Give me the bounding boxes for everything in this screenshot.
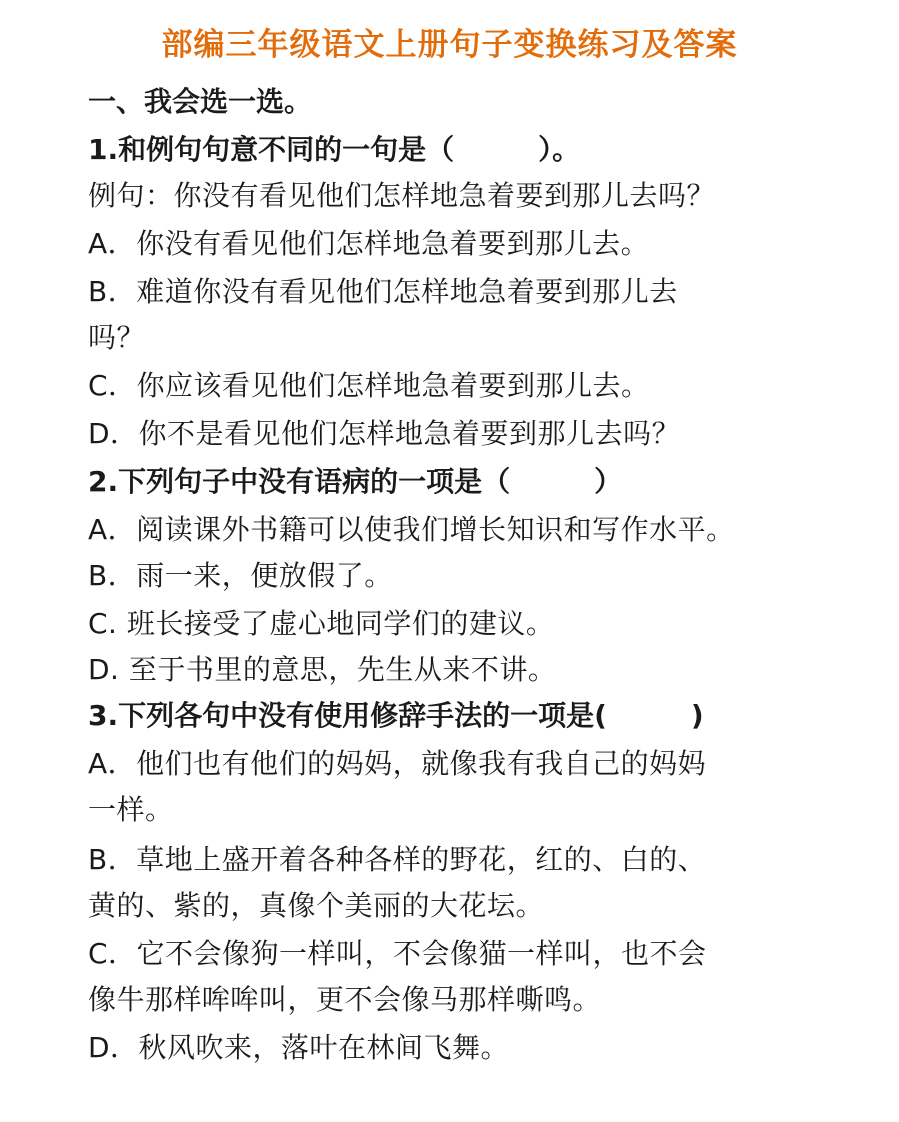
question-1-option-c: C．你应该看见他们怎样地急着要到那儿去。 [88, 369, 650, 402]
question-2-option-c: C. 班长接受了虚心地同学们的建议。 [88, 607, 555, 640]
question-1-stem: 1.和例句句意不同的一句是（ ）。 [88, 133, 581, 166]
question-3-option-b: B．草地上盛开着各种各样的野花，红的、白的、 [88, 843, 707, 876]
question-3-option-b-cont: 黄的、紫的，真像个美丽的大花坛。 [88, 889, 545, 922]
question-2-stem: 2.下列句子中没有语病的一项是（ ） [88, 465, 623, 498]
question-1-option-d: D．你不是看见他们怎样地急着要到那儿去吗？ [88, 417, 681, 450]
section-heading: 一、我会选一选。 [88, 85, 313, 118]
question-3-stem: 3.下列各句中没有使用修辞手法的一项是( ) [88, 699, 704, 732]
question-1-example: 例句：你没有看见他们怎样地急着要到那儿去吗？ [88, 179, 716, 212]
question-2-option-a: A．阅读课外书籍可以使我们增长知识和写作水平。 [88, 513, 735, 546]
question-2-option-b: B．雨一来，便放假了。 [88, 559, 393, 592]
question-3-option-d: D．秋风吹来，落叶在林间飞舞。 [88, 1031, 510, 1064]
question-3-option-c-cont: 像牛那样哞哞叫，更不会像马那样嘶鸣。 [88, 983, 602, 1016]
page-title: 部编三年级语文上册句子变换练习及答案 [161, 27, 738, 63]
question-3-option-a-cont: 一样。 [88, 793, 174, 826]
question-2-option-d: D. 至于书里的意思，先生从来不讲。 [88, 653, 557, 686]
question-1-option-b-cont: 吗？ [88, 321, 146, 354]
question-3-option-c: C．它不会像狗一样叫，不会像猫一样叫，也不会 [88, 937, 707, 970]
question-3-option-a: A．他们也有他们的妈妈，就像我有我自己的妈妈 [88, 747, 707, 780]
question-1-option-a: A．你没有看见他们怎样地急着要到那儿去。 [88, 227, 650, 260]
question-1-option-b: B．难道你没有看见他们怎样地急着要到那儿去 [88, 275, 678, 308]
